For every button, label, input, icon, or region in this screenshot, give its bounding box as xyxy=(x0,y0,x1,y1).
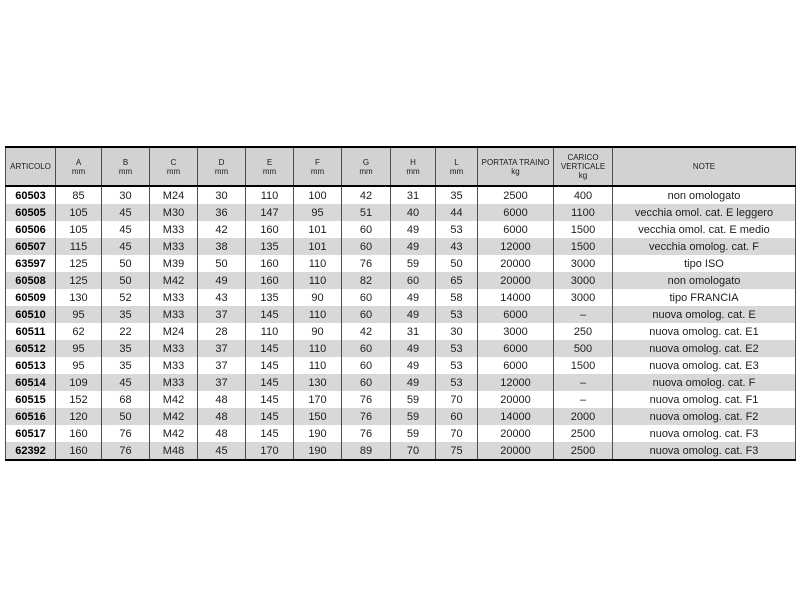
header-label-portata_traino: PORTATA TRAINO xyxy=(481,157,550,167)
cell-b: 52 xyxy=(102,289,150,306)
cell-e: 147 xyxy=(246,204,294,221)
cell-carico_verticale: 2500 xyxy=(554,425,613,442)
cell-e: 160 xyxy=(246,255,294,272)
cell-articolo: 63597 xyxy=(6,255,56,272)
cell-h: 40 xyxy=(391,204,436,221)
cell-note: nuova omolog. cat. F3 xyxy=(613,442,796,460)
cell-c: M24 xyxy=(150,186,198,204)
cell-articolo: 60508 xyxy=(6,272,56,289)
cell-portata_traino: 20000 xyxy=(478,442,554,460)
cell-b: 35 xyxy=(102,340,150,357)
cell-note: tipo ISO xyxy=(613,255,796,272)
cell-c: M48 xyxy=(150,442,198,460)
cell-d: 49 xyxy=(198,272,246,289)
cell-note: nuova omolog. cat. F1 xyxy=(613,391,796,408)
cell-portata_traino: 14000 xyxy=(478,289,554,306)
cell-articolo: 60507 xyxy=(6,238,56,255)
table-row xyxy=(6,391,796,408)
cell-d: 37 xyxy=(198,357,246,374)
cell-c: M33 xyxy=(150,306,198,323)
cell-portata_traino: 6000 xyxy=(478,221,554,238)
cell-c: M24 xyxy=(150,323,198,340)
cell-h: 70 xyxy=(391,442,436,460)
cell-portata_traino: 3000 xyxy=(478,323,554,340)
cell-a: 105 xyxy=(56,204,102,221)
cell-l: 44 xyxy=(436,204,478,221)
cell-carico_verticale: – xyxy=(554,374,613,391)
cell-e: 160 xyxy=(246,221,294,238)
cell-b: 50 xyxy=(102,272,150,289)
cell-g: 76 xyxy=(342,391,391,408)
table-row xyxy=(6,221,796,238)
cell-l: 35 xyxy=(436,186,478,204)
cell-l: 53 xyxy=(436,221,478,238)
header-label-c: C xyxy=(170,157,177,167)
header-unit-c: mm xyxy=(166,166,181,176)
header-unit-g: mm xyxy=(359,166,373,176)
cell-a: 152 xyxy=(56,391,102,408)
cell-portata_traino: 20000 xyxy=(478,391,554,408)
cell-g: 60 xyxy=(342,306,391,323)
table-row xyxy=(6,374,796,391)
cell-d: 28 xyxy=(198,323,246,340)
cell-b: 30 xyxy=(102,186,150,204)
cell-a: 85 xyxy=(56,186,102,204)
cell-note: vecchia omol. cat. E medio xyxy=(613,221,796,238)
cell-a: 160 xyxy=(56,442,102,460)
cell-carico_verticale: 3000 xyxy=(554,255,613,272)
cell-h: 49 xyxy=(391,238,436,255)
header-cell-c xyxy=(150,147,198,186)
cell-a: 62 xyxy=(56,323,102,340)
cell-f: 110 xyxy=(294,357,342,374)
cell-carico_verticale: – xyxy=(554,391,613,408)
cell-l: 43 xyxy=(436,238,478,255)
cell-f: 100 xyxy=(294,186,342,204)
cell-d: 50 xyxy=(198,255,246,272)
cell-h: 59 xyxy=(391,408,436,425)
cell-e: 170 xyxy=(246,442,294,460)
cell-f: 150 xyxy=(294,408,342,425)
table-row xyxy=(6,272,796,289)
cell-a: 95 xyxy=(56,357,102,374)
cell-l: 53 xyxy=(436,357,478,374)
header-label-d: D xyxy=(218,157,225,167)
cell-carico_verticale: 250 xyxy=(554,323,613,340)
spec-table-body xyxy=(6,186,796,460)
cell-a: 125 xyxy=(56,272,102,289)
cell-g: 76 xyxy=(342,408,391,425)
cell-articolo: 60506 xyxy=(6,221,56,238)
cell-g: 60 xyxy=(342,357,391,374)
cell-articolo: 62392 xyxy=(6,442,56,460)
cell-portata_traino: 6000 xyxy=(478,204,554,221)
header-cell-d xyxy=(198,147,246,186)
cell-h: 49 xyxy=(391,340,436,357)
cell-l: 53 xyxy=(436,306,478,323)
header-unit-d: mm xyxy=(214,166,229,176)
cell-g: 60 xyxy=(342,340,391,357)
cell-note: nuova omolog. cat. F xyxy=(613,374,796,391)
table-row xyxy=(6,186,796,204)
cell-h: 49 xyxy=(391,374,436,391)
header-cell-b xyxy=(102,147,150,186)
cell-c: M33 xyxy=(150,289,198,306)
header-unit-f: mm xyxy=(310,166,325,176)
cell-d: 37 xyxy=(198,374,246,391)
header-label-e: E xyxy=(266,157,273,167)
cell-e: 110 xyxy=(246,186,294,204)
cell-l: 58 xyxy=(436,289,478,306)
header-label-articolo: ARTICOLO xyxy=(10,162,51,171)
cell-articolo: 60517 xyxy=(6,425,56,442)
header-cell-carico_verticale xyxy=(554,147,613,186)
cell-b: 50 xyxy=(102,408,150,425)
table-row xyxy=(6,408,796,425)
cell-l: 50 xyxy=(436,255,478,272)
header-cell-f xyxy=(294,147,342,186)
cell-g: 60 xyxy=(342,238,391,255)
cell-h: 60 xyxy=(391,272,436,289)
spec-table xyxy=(5,146,796,461)
header-label-g: G xyxy=(362,157,370,167)
cell-articolo: 60511 xyxy=(6,323,56,340)
header-label-f: F xyxy=(315,157,320,167)
cell-h: 59 xyxy=(391,255,436,272)
cell-carico_verticale: 500 xyxy=(554,340,613,357)
cell-d: 43 xyxy=(198,289,246,306)
cell-d: 48 xyxy=(198,408,246,425)
header-cell-a xyxy=(56,147,102,186)
cell-note: non omologato xyxy=(613,272,796,289)
cell-portata_traino: 12000 xyxy=(478,374,554,391)
cell-note: nuova omolog. cat. E xyxy=(613,306,796,323)
cell-carico_verticale: 1100 xyxy=(554,204,613,221)
cell-h: 31 xyxy=(391,186,436,204)
table-row xyxy=(6,306,796,323)
cell-g: 82 xyxy=(342,272,391,289)
cell-g: 60 xyxy=(342,289,391,306)
cell-d: 37 xyxy=(198,306,246,323)
cell-l: 53 xyxy=(436,374,478,391)
cell-articolo: 60510 xyxy=(6,306,56,323)
cell-a: 105 xyxy=(56,221,102,238)
cell-l: 70 xyxy=(436,391,478,408)
cell-portata_traino: 20000 xyxy=(478,255,554,272)
cell-b: 45 xyxy=(102,238,150,255)
cell-b: 45 xyxy=(102,374,150,391)
cell-e: 160 xyxy=(246,272,294,289)
cell-f: 90 xyxy=(294,289,342,306)
cell-articolo: 60503 xyxy=(6,186,56,204)
table-row xyxy=(6,289,796,306)
cell-b: 45 xyxy=(102,204,150,221)
cell-f: 110 xyxy=(294,272,342,289)
cell-g: 51 xyxy=(342,204,391,221)
header-cell-h xyxy=(391,147,436,186)
header-cell-l xyxy=(436,147,478,186)
cell-e: 145 xyxy=(246,425,294,442)
cell-note: nuova omolog. cat. E2 xyxy=(613,340,796,357)
cell-e: 135 xyxy=(246,238,294,255)
cell-c: M42 xyxy=(150,425,198,442)
cell-f: 101 xyxy=(294,238,342,255)
cell-a: 160 xyxy=(56,425,102,442)
cell-b: 22 xyxy=(102,323,150,340)
cell-note: nuova omolog. cat. E1 xyxy=(613,323,796,340)
cell-d: 38 xyxy=(198,238,246,255)
cell-carico_verticale: 1500 xyxy=(554,357,613,374)
cell-l: 65 xyxy=(436,272,478,289)
cell-carico_verticale: 2000 xyxy=(554,408,613,425)
cell-carico_verticale: 1500 xyxy=(554,238,613,255)
cell-carico_verticale: 1500 xyxy=(554,221,613,238)
cell-note: non omologato xyxy=(613,186,796,204)
header-label-b: B xyxy=(122,157,129,167)
header-unit-a: mm xyxy=(71,166,86,176)
cell-e: 110 xyxy=(246,323,294,340)
cell-d: 48 xyxy=(198,391,246,408)
cell-a: 109 xyxy=(56,374,102,391)
header-label-h: H xyxy=(410,157,416,167)
cell-articolo: 60509 xyxy=(6,289,56,306)
header-unit-portata_traino: kg xyxy=(511,166,520,176)
cell-c: M33 xyxy=(150,340,198,357)
header-label-l: L xyxy=(454,157,459,167)
cell-g: 42 xyxy=(342,186,391,204)
cell-d: 36 xyxy=(198,204,246,221)
cell-b: 76 xyxy=(102,425,150,442)
table-row xyxy=(6,442,796,460)
cell-a: 95 xyxy=(56,306,102,323)
cell-h: 59 xyxy=(391,391,436,408)
table-row xyxy=(6,323,796,340)
header-cell-note xyxy=(613,147,796,186)
cell-f: 130 xyxy=(294,374,342,391)
table-row xyxy=(6,204,796,221)
cell-g: 60 xyxy=(342,221,391,238)
cell-portata_traino: 20000 xyxy=(478,272,554,289)
cell-e: 145 xyxy=(246,357,294,374)
header-cell-portata_traino xyxy=(478,147,554,186)
cell-carico_verticale: – xyxy=(554,306,613,323)
cell-h: 49 xyxy=(391,221,436,238)
cell-h: 49 xyxy=(391,357,436,374)
cell-f: 110 xyxy=(294,255,342,272)
cell-articolo: 60505 xyxy=(6,204,56,221)
table-row xyxy=(6,340,796,357)
cell-a: 115 xyxy=(56,238,102,255)
cell-l: 75 xyxy=(436,442,478,460)
header-cell-e xyxy=(246,147,294,186)
table-row xyxy=(6,425,796,442)
cell-f: 95 xyxy=(294,204,342,221)
header-cell-g xyxy=(342,147,391,186)
cell-g: 89 xyxy=(342,442,391,460)
cell-f: 190 xyxy=(294,442,342,460)
cell-b: 45 xyxy=(102,221,150,238)
cell-g: 76 xyxy=(342,255,391,272)
cell-g: 60 xyxy=(342,374,391,391)
cell-f: 90 xyxy=(294,323,342,340)
cell-note: vecchia omol. cat. E leggero xyxy=(613,204,796,221)
cell-portata_traino: 6000 xyxy=(478,357,554,374)
header-unit-l: mm xyxy=(449,166,464,176)
cell-e: 145 xyxy=(246,391,294,408)
header-unit-e: mm xyxy=(262,166,277,176)
header-label-carico_verticale: CARICO VERTICALE xyxy=(560,153,606,171)
cell-b: 76 xyxy=(102,442,150,460)
cell-e: 145 xyxy=(246,340,294,357)
cell-e: 145 xyxy=(246,408,294,425)
cell-b: 68 xyxy=(102,391,150,408)
cell-c: M33 xyxy=(150,221,198,238)
cell-articolo: 60513 xyxy=(6,357,56,374)
cell-e: 135 xyxy=(246,289,294,306)
cell-c: M30 xyxy=(150,204,198,221)
cell-h: 49 xyxy=(391,306,436,323)
cell-b: 50 xyxy=(102,255,150,272)
cell-c: M33 xyxy=(150,238,198,255)
cell-portata_traino: 6000 xyxy=(478,306,554,323)
cell-f: 170 xyxy=(294,391,342,408)
cell-d: 45 xyxy=(198,442,246,460)
cell-articolo: 60515 xyxy=(6,391,56,408)
cell-b: 35 xyxy=(102,357,150,374)
cell-c: M42 xyxy=(150,391,198,408)
header-label-a: A xyxy=(75,157,82,167)
cell-a: 130 xyxy=(56,289,102,306)
cell-portata_traino: 6000 xyxy=(478,340,554,357)
cell-c: M33 xyxy=(150,357,198,374)
cell-b: 35 xyxy=(102,306,150,323)
cell-c: M39 xyxy=(150,255,198,272)
cell-a: 95 xyxy=(56,340,102,357)
cell-note: nuova omolog. cat. E3 xyxy=(613,357,796,374)
header-unit-carico_verticale: kg xyxy=(578,171,588,180)
cell-h: 31 xyxy=(391,323,436,340)
cell-carico_verticale: 400 xyxy=(554,186,613,204)
table-row xyxy=(6,238,796,255)
cell-portata_traino: 14000 xyxy=(478,408,554,425)
cell-portata_traino: 20000 xyxy=(478,425,554,442)
cell-c: M42 xyxy=(150,272,198,289)
cell-d: 42 xyxy=(198,221,246,238)
cell-d: 48 xyxy=(198,425,246,442)
cell-d: 30 xyxy=(198,186,246,204)
table-row xyxy=(6,357,796,374)
cell-portata_traino: 2500 xyxy=(478,186,554,204)
cell-note: tipo FRANCIA xyxy=(613,289,796,306)
header-cell-articolo xyxy=(6,147,56,186)
cell-l: 70 xyxy=(436,425,478,442)
cell-l: 60 xyxy=(436,408,478,425)
cell-carico_verticale: 2500 xyxy=(554,442,613,460)
spec-table-header xyxy=(6,147,796,186)
cell-g: 76 xyxy=(342,425,391,442)
cell-f: 110 xyxy=(294,306,342,323)
cell-f: 101 xyxy=(294,221,342,238)
cell-l: 53 xyxy=(436,340,478,357)
cell-carico_verticale: 3000 xyxy=(554,289,613,306)
cell-d: 37 xyxy=(198,340,246,357)
cell-f: 190 xyxy=(294,425,342,442)
cell-note: vecchia omolog. cat. F xyxy=(613,238,796,255)
cell-a: 125 xyxy=(56,255,102,272)
cell-a: 120 xyxy=(56,408,102,425)
cell-f: 110 xyxy=(294,340,342,357)
header-row xyxy=(6,147,796,186)
cell-e: 145 xyxy=(246,306,294,323)
header-unit-b: mm xyxy=(118,166,133,176)
header-label-note: NOTE xyxy=(692,162,716,171)
table-row xyxy=(6,255,796,272)
cell-l: 30 xyxy=(436,323,478,340)
cell-carico_verticale: 3000 xyxy=(554,272,613,289)
cell-c: M33 xyxy=(150,374,198,391)
cell-c: M42 xyxy=(150,408,198,425)
cell-e: 145 xyxy=(246,374,294,391)
header-unit-h: mm xyxy=(406,166,420,176)
cell-articolo: 60512 xyxy=(6,340,56,357)
cell-h: 59 xyxy=(391,425,436,442)
cell-h: 49 xyxy=(391,289,436,306)
cell-note: nuova omolog. cat. F3 xyxy=(613,425,796,442)
cell-note: nuova omolog. cat. F2 xyxy=(613,408,796,425)
cell-portata_traino: 12000 xyxy=(478,238,554,255)
cell-articolo: 60516 xyxy=(6,408,56,425)
cell-articolo: 60514 xyxy=(6,374,56,391)
cell-g: 42 xyxy=(342,323,391,340)
